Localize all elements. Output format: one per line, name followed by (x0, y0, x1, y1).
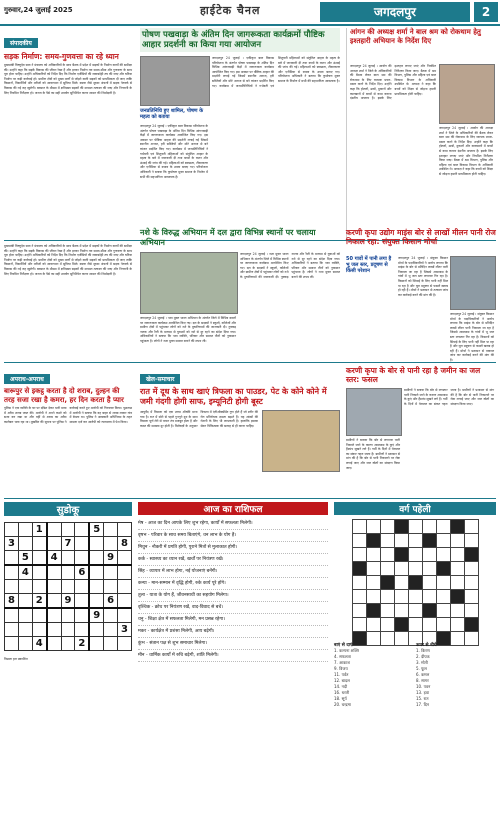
sudoku-cell (89, 623, 103, 637)
crossword-section (334, 502, 496, 812)
crossword-clues-across (334, 642, 414, 708)
rashi-entry: वृश्चिक - क्रोध पर नियंत्रण रखें, वाद-विवाद से बचें। (138, 602, 328, 614)
crossword-block (408, 576, 422, 590)
sudoku-cell (61, 623, 75, 637)
sudoku-cell (5, 580, 19, 594)
triphala-story (140, 366, 340, 494)
sudoku-cell: 8 (118, 537, 132, 551)
crime-story (4, 366, 132, 494)
poshan-headline: पोषण पखवाड़ा के अंतिम दिन जागरूकता कार्यक्रमों पौष्टिक आहार प्रदर्शनी का किया गया आयोजन (140, 28, 340, 52)
crossword-cell (436, 618, 450, 632)
sudoku-cell: 2 (32, 594, 46, 609)
crossword-block (394, 548, 408, 562)
crossword-cell (408, 590, 422, 604)
crossword-clue: 7. आकाश (334, 660, 351, 665)
crossword-cell (394, 590, 408, 604)
anti-drug-photo (140, 252, 238, 314)
crossword-cell (422, 590, 436, 604)
sudoku-cell (5, 608, 19, 623)
sudoku-cell (47, 580, 61, 594)
crossword-cell (464, 576, 478, 590)
sudoku-cell: 8 (5, 594, 19, 609)
rashifal-section (138, 502, 328, 812)
crossword-cell (436, 590, 450, 604)
crossword-clue: 6. कमल (416, 672, 430, 677)
sudoku-cell (61, 608, 75, 623)
crossword-cell (408, 618, 422, 632)
mining-water-headline: करणी कृपा उद्योग माइंस बोर से लाखों मीलन पानी रोज निकाल रहा: संयुक्त किसान मोर्चा (346, 228, 496, 246)
crossword-cell (464, 590, 478, 604)
crossword-clues-down (416, 642, 496, 708)
crossword-cell (366, 520, 380, 534)
sudoku-cell: 6 (104, 594, 118, 609)
crossword-cell (450, 548, 464, 562)
sudoku-cell (18, 594, 32, 609)
sudoku-cell (61, 551, 75, 566)
sudoku-cell (118, 608, 132, 623)
child-labour-story (346, 28, 500, 238)
mining-water-story (346, 228, 496, 362)
sudoku-cell: 4 (32, 637, 46, 651)
crossword-block (422, 534, 436, 548)
crossword-cell (436, 534, 450, 548)
borewell-photo (346, 388, 402, 436)
crossword-cell (450, 618, 464, 632)
poshan-subheadline: जनप्रतिनिधि हुए शामिल, पोषण के महत्व को बताया (140, 108, 204, 120)
editorial-body: मुख्यमंत्री विष्णुदेव साय ने मंत्रालय को अधिकारियों के साथ बैठक में प्रदेश में सड़कों के निर्माण कार्यों की समीक्षा की। उन्होंने कहा कि सड़कें विकास की जीवन रेखा हैं और इनका निर्माण तय समय-सीमा और गुणवत्ता के साथ पूरा होना चाहिए। उन्होंने अधिकारियों को निर्देश दिए कि निर्माण एजेंसियों की जवाबदेही तय की जाए और घटिया निर्माण पर कड़ी कार्रवाई हो। ग्रामीण क्षेत्रों को मुख्य मार्गों से जोड़ने वाली सड़कों को प्राथमिकता दी जाए ताकि किसानों, विद्यार्थियों और मरीजों को आवागमन में सुविधा मिले। बस्तर जैसे दूरस्थ अंचलों में सड़क नेटवर्क से विकास की नई राह खुलेगी। बरसात के मौसम में क्षतिग्रस्त सड़कों की मरम्मत तत्काल की जाए और निगरानी के लिए नियमित निरीक्षण हो। जनता के पैसे का सही उपयोग सुनिश्चित करना शासन की जिम्मेदारी है। (4, 63, 132, 95)
sudoku-cell (75, 580, 89, 594)
crossword-cell (436, 576, 450, 590)
crossword-cell (380, 604, 394, 618)
sudoku-cell: 4 (47, 551, 61, 566)
crossword-clue: 18. सूर्य (334, 696, 347, 701)
rashi-entry: कर्क - स्वास्थ्य का ध्यान रखें, खर्चों पर नियंत्रण रखें। (138, 554, 328, 566)
rashi-entry: वृषभ - परिवार के साथ समय बिताएंगे, धन लाभ के योग हैं। (138, 530, 328, 542)
sudoku-cell: 5 (89, 523, 103, 537)
mining-water-sub: 50 गावों में पानी लगा है भू जल स्तर, प्रदूषण से किसी परेशान (346, 256, 392, 274)
sudoku-cell: 5 (18, 551, 32, 566)
rashi-entry: मीन - धार्मिक कार्यों में रुचि बढ़ेगी, शांति मिलेगी। (138, 650, 328, 662)
crossword-clue: 8. सागर (416, 678, 429, 683)
triphala-photo (262, 410, 340, 472)
editorial-tag: संपादकीय (4, 38, 38, 48)
crossword-grid (352, 519, 479, 646)
anti-drug-body: जगदलपुर 24 जुलाई । नशा मुक्त भारत अभियान के अंतर्गत जिले में विभिन्न स्थानों पर जागरूकता कार्यक्रम आयोजित किए गए। दल के सदस्यों ने स्कूलों, कॉलेजों और ग्रामीण क्षेत्रों में पहुंचकर लोगों को नशे के दुष्परिणामों की जानकारी दी। नुक्कड़ नाटक और रैली के माध्यम से युवाओं को नशे से दूर रहने का संदेश दिया गया। अधिकारियों ने बताया कि नशा व्यक्ति, परिवार और समाज तीनों को नुकसान पहुंचाता है। लोगों ने नशा मुक्त समाज बनाने की शपथ ली। (240, 252, 340, 279)
rashi-entry: मकर - कार्यक्षेत्र में प्रशंसा मिलेगी, आय बढ़ेगी। (138, 626, 328, 638)
portrait-photo (439, 64, 495, 124)
crossword-cell (366, 590, 380, 604)
rashi-entry: धनु - शिक्षा क्षेत्र में सफलता मिलेगी, मन प्रसन्न रहेगा। (138, 614, 328, 626)
poshan-body: जगदलपुर 24 जुलाई । एकीकृत बाल विकास परियोजना के अंतर्गत पोषण पखवाड़ा के अंतिम दिन विभिन्न आंगनबाड़ी केंद्रों में जागरूकता कार्यक्रम आयोजित किए गए। इस अवसर पर पौष्टिक आहार की प्रदर्शनी लगाई गई जिसमें स्थानीय अनाज, हरी सब्जियों और मोटे अनाज से बने व्यंजन प्रदर्शित किए गए। कार्यक्रम में जनप्रतिनिधियों ने गर्भवती एवं शिशुवती महिलाओं को संतुलित आहार के महत्व के बारे में जानकारी दी तथा बच्चों के वजन और ऊंचाई की जांच की गई। महिलाओं को स्वच्छता, टीकाकरण और एनीमिया से बचाव के उपाय बताए गए। परियोजना अधिकारी ने बताया कि कुपोषण मुक्त समाज के निर्माण में सभी की सहभागिता आवश्यक है। (212, 56, 340, 88)
sudoku-cell (32, 565, 46, 580)
down-title: ऊपर से नीचे (416, 643, 437, 648)
sudoku-cell (118, 637, 132, 651)
sudoku-cell (104, 623, 118, 637)
crossword-cell (464, 520, 478, 534)
child-labour-headline: आंगन की अध्यक्ष शर्मा ने बाल श्रम को रोकथाम हेतु इश्तहारी अभियान के निर्देश दिए (350, 28, 481, 45)
rashi-entry: तुला - यात्रा के योग हैं, जीवनसाथी का सहयोग मिलेगा। (138, 590, 328, 602)
crossword-clue: 5. फूल (416, 666, 427, 671)
sudoku-cell (5, 637, 19, 651)
sudoku-cell (89, 565, 103, 580)
sudoku-cell (18, 537, 32, 551)
editorial-headline: सड़क निर्माण: समय-गुणवत्ता का रहे ध्यान (4, 52, 119, 61)
divider (4, 362, 496, 363)
crossword-cell (422, 548, 436, 562)
rashifal-list (138, 518, 328, 662)
editorial-section (4, 30, 132, 238)
crossword-clue: 12. बादल (334, 678, 350, 683)
anti-drug-story (140, 228, 340, 358)
sudoku-cell (104, 608, 118, 623)
crossword-clue: 4. सफलता (334, 654, 351, 659)
child-labour-body-cont: जगदलपुर 24 जुलाई । आयोग की अध्यक्ष शर्मा ने जिले के अधिकारियों की बैठक लेकर बाल श्रम की रोकथाम के लिए व्यापक प्रचार-प्रसार करने के निर्देश दिए। उन्होंने कहा कि होटलों, ढाबों, दुकानों और कारखानों में बच्चों से काम कराना दंडनीय अपराध है। इसके लिए इश्तहार लगाए जाएं और नियमित निरीक्षण किया जाए। बैठक में श्रम विभाग, पुलिस और महिला एवं बाल विकास विभाग के अधिकारी उपस्थित थे। अध्यक्ष ने कहा कि बच्चों को शिक्षा से जोड़ना हमारी प्राथमिकता होनी चाहिए। (439, 126, 493, 176)
crossword-title: वर्ग पहेली (334, 502, 496, 515)
sudoku-cell (32, 537, 46, 551)
sudoku-cell: 7 (61, 537, 75, 551)
sudoku-cell (104, 580, 118, 594)
issue-date: गुरुवार,24 जुलाई 2025 (4, 6, 73, 14)
sudoku-cell (75, 608, 89, 623)
sudoku-cell: 3 (118, 623, 132, 637)
crossword-cell (394, 534, 408, 548)
sudoku-cell: 4 (18, 565, 32, 580)
crossword-cell (450, 604, 464, 618)
sudoku-cell: 9 (61, 594, 75, 609)
crossword-cell (380, 520, 394, 534)
crossword-clue: 20. चन्द्रमा (334, 702, 351, 707)
crossword-clue: 3. मोती (416, 660, 428, 665)
sudoku-cell (18, 608, 32, 623)
triphala-headline: रात में दूध के साथ खाएं त्रिफला का पाउडर, पेट के कोने कोने में जमी गंदगी होगी साफ, इम्यूनिटी होगी बूस्ट (140, 387, 327, 406)
crossword-block (380, 576, 394, 590)
sudoku-cell (47, 594, 61, 609)
triphala-body: आयुर्वेद में त्रिफला को एक उत्तम औषधि माना गया है। रात में सोने से पहले गुनगुने दूध के साथ त्रिफला चूर्ण लेने से पाचन तंत्र मजबूत होता है और कब्ज की समस्या दूर होती है। विशेषज्ञों के अनुसार त्रिफला में एंटीऑक्सीडेंट गुण होते हैं जो शरीर की रोग प्रतिरोधक क्षमता बढ़ाते हैं। यह आंखों की रोशनी के लिए भी लाभकारी है। हालांकि इसका सेवन चिकित्सक की सलाह से ही करना चाहिए। (140, 410, 258, 428)
borewell-headline: करणी कृपा के बोर से पानी रहा है जमीन का जल स्तर: फसल (346, 366, 481, 384)
sudoku-cell (47, 537, 61, 551)
crossword-cell (380, 618, 394, 632)
crossword-cell (408, 604, 422, 618)
sudoku-cell (118, 523, 132, 537)
crossword-cell (366, 562, 380, 576)
sudoku-cell (18, 637, 32, 651)
crossword-cell (422, 562, 436, 576)
sudoku-cell: 6 (75, 565, 89, 580)
crossword-block (394, 520, 408, 534)
rashi-entry: कन्या - मान-सम्मान में वृद्धि होगी, रुके कार्य पूरे होंगे। (138, 578, 328, 590)
crossword-cell (352, 548, 366, 562)
crossword-cell (380, 534, 394, 548)
sudoku-cell (47, 608, 61, 623)
sudoku-cell (32, 580, 46, 594)
sudoku-cell (75, 537, 89, 551)
editorial-body-cont: मुख्यमंत्री विष्णुदेव साय ने मंत्रालय को अधिकारियों के साथ बैठक में प्रदेश में सड़कों के निर्माण कार्यों की समीक्षा की। उन्होंने कहा कि सड़कें विकास की जीवन रेखा हैं और इनका निर्माण तय समय-सीमा और गुणवत्ता के साथ पूरा होना चाहिए। उन्होंने अधिकारियों को निर्देश दिए कि निर्माण एजेंसियों की जवाबदेही तय की जाए और घटिया निर्माण पर कड़ी कार्रवाई हो। ग्रामीण क्षेत्रों को मुख्य मार्गों से जोड़ने वाली सड़कों को प्राथमिकता दी जाए ताकि किसानों, विद्यार्थियों और मरीजों को आवागमन में सुविधा मिले। बस्तर जैसे दूरस्थ अंचलों में सड़क नेटवर्क से विकास की नई राह खुलेगी। बरसात के मौसम में क्षतिग्रस्त सड़कों की मरम्मत तत्काल की जाए और निगरानी के लिए नियमित निरीक्षण हो। जनता के पैसे का सही उपयोग सुनिश्चित करना शासन की जिम्मेदारी है। (4, 244, 132, 276)
crossword-cell (450, 534, 464, 548)
sudoku-cell (104, 637, 118, 651)
sudoku-cell (118, 565, 132, 580)
across-title: बाएं से दाएं (334, 643, 353, 648)
crossword-cell (408, 520, 422, 534)
sudoku-cell (118, 551, 132, 566)
crossword-cell (352, 534, 366, 548)
crossword-cell (352, 576, 366, 590)
sudoku-cell: 1 (32, 523, 46, 537)
crossword-block (450, 520, 464, 534)
sudoku-cell (47, 623, 61, 637)
anti-drug-body-cont: जगदलपुर 24 जुलाई । नशा मुक्त भारत अभियान के अंतर्गत जिले में विभिन्न स्थानों पर जागरूकता कार्यक्रम आयोजित किए गए। दल के सदस्यों ने स्कूलों, कॉलेजों और ग्रामीण क्षेत्रों में पहुंचकर लोगों को नशे के दुष्परिणामों की जानकारी दी। नुक्कड़ नाटक और रैली के माध्यम से युवाओं को नशे से दूर रहने का संदेश दिया गया। अधिकारियों ने बताया कि नशा व्यक्ति, परिवार और समाज तीनों को नुकसान पहुंचाता है। लोगों ने नशा मुक्त समाज बनाने की शपथ ली। (140, 316, 236, 343)
protest-photo (450, 256, 496, 310)
crossword-cell (436, 548, 450, 562)
crime-tag: अपराध-अपराध (4, 374, 50, 384)
poshan-photo (140, 56, 210, 106)
sudoku-cell (5, 565, 19, 580)
poshan-story (140, 28, 340, 228)
sudoku-cell (18, 623, 32, 637)
sudoku-cell (89, 551, 103, 566)
sudoku-note: पिछला हल प्रकाशित (4, 657, 28, 661)
sudoku-cell (61, 637, 75, 651)
sudoku-section (4, 502, 132, 812)
crossword-cell (408, 548, 422, 562)
crossword-cell (464, 562, 478, 576)
crossword-clue: 1. कल्पना शक्ति (334, 648, 359, 653)
crossword-clue: 13. हवा (416, 690, 430, 695)
rashi-entry: मेष - आज का दिन आपके लिए शुभ रहेगा, कार्यों में सफलता मिलेगी। (138, 518, 328, 530)
crossword-cell (366, 548, 380, 562)
crossword-cell (394, 562, 408, 576)
crossword-block (422, 604, 436, 618)
sudoku-cell (32, 623, 46, 637)
crossword-cell (408, 562, 422, 576)
rashi-entry: कुंभ - संतान पक्ष से शुभ समाचार मिलेगा। (138, 638, 328, 650)
crossword-block (352, 562, 366, 576)
sudoku-cell (61, 565, 75, 580)
borewell-story (346, 366, 496, 494)
crossword-cell (352, 590, 366, 604)
crossword-cell (422, 618, 436, 632)
crossword-clue: 10. पवन (416, 684, 431, 689)
crossword-block (366, 604, 380, 618)
sudoku-cell (75, 551, 89, 566)
crossword-clue: 15. रात (416, 696, 429, 701)
child-labour-body: जगदलपुर 24 जुलाई । आयोग की अध्यक्ष शर्मा ने जिले के अधिकारियों की बैठक लेकर बाल श्रम की रोकथाम के लिए व्यापक प्रचार-प्रसार करने के निर्देश दिए। उन्होंने कहा कि होटलों, ढाबों, दुकानों और कारखानों में बच्चों से काम कराना दंडनीय अपराध है। इसके लिए इश्तहार लगाए जाएं और नियमित निरीक्षण किया जाए। बैठक में श्रम विभाग, पुलिस और महिला एवं बाल विकास विभाग के अधिकारी उपस्थित थे। अध्यक्ष ने कहा कि बच्चों को शिक्षा से जोड़ना हमारी प्राथमिकता होनी चाहिए। (350, 64, 436, 101)
crossword-block (464, 548, 478, 562)
sudoku-cell (89, 580, 103, 594)
crossword-cell (464, 534, 478, 548)
crossword-cell (394, 576, 408, 590)
anti-drug-headline: नशे के विरुद्ध अभियान में दल द्वारा विभिन्न स्थानों पर चलाया अभियान (140, 228, 316, 247)
mining-water-body: जगदलपुर 24 जुलाई । संयुक्त किसान मोर्चा के पदाधिकारियों ने आरोप लगाया कि माइंस के बोर से प्रतिदिन लाखों लीटर पानी निकाला जा रहा है जिससे आसपास के गांवों में भू जल स्तर लगातार गिर रहा है। किसानों को सिंचाई के लिए पानी नहीं मिल पा रहा है और धूल प्रदूषण से फसलें खराब हो रही हैं। मोर्चा ने प्रशासन से तत्काल जांच कर कार्रवाई करने की मांग की है। (398, 256, 448, 297)
crossword-block (436, 562, 450, 576)
crossword-block (394, 618, 408, 632)
crossword-clue: 17. दिन (416, 702, 430, 707)
crossword-cell (352, 520, 366, 534)
crossword-cell (436, 520, 450, 534)
sudoku-cell: 3 (5, 537, 19, 551)
page-number: 2 (474, 2, 498, 22)
crossword-cell (394, 604, 408, 618)
borewell-body: ग्रामीणों ने बताया कि बोर से लगातार पानी निकाले जाने के कारण आसपास के कुएं और हैंडपंप सूखने लगे हैं। गर्मी के दिनों में पेयजल का संकट गहरा जाता है। ग्रामीणों ने प्रशासन से मांग की है कि बोर से पानी निकालने पर रोक लगाई जाए और जल स्रोतों का संरक्षण किया जाए। (404, 388, 494, 406)
sudoku-cell (5, 551, 19, 566)
crossword-clue: 14. नदी (334, 684, 348, 689)
rashi-entry: मिथुन - नौकरी में प्रगति होगी, पुराने मित्रों से मुलाकात होगी। (138, 542, 328, 554)
sudoku-cell (47, 523, 61, 537)
crossword-cell (450, 576, 464, 590)
sudoku-cell (47, 565, 61, 580)
crossword-clue: 2. दीपक (416, 654, 430, 659)
sudoku-grid (4, 522, 132, 651)
crossword-cell (436, 604, 450, 618)
sudoku-cell (89, 537, 103, 551)
sudoku-cell (104, 565, 118, 580)
crossword-clue: 11. पर्वत (334, 672, 349, 677)
sudoku-cell (18, 523, 32, 537)
sudoku-cell: 9 (104, 551, 118, 566)
crossword-cell (408, 534, 422, 548)
sudoku-cell (61, 523, 75, 537)
sudoku-cell (104, 523, 118, 537)
edition-city: जगदलपुर (320, 2, 470, 22)
sudoku-cell (32, 551, 46, 566)
sudoku-cell (5, 623, 19, 637)
sudoku-cell (118, 580, 132, 594)
poshan-body-cont: जगदलपुर 24 जुलाई । एकीकृत बाल विकास परियोजना के अंतर्गत पोषण पखवाड़ा के अंतिम दिन विभिन्न आंगनबाड़ी केंद्रों में जागरूकता कार्यक्रम आयोजित किए गए। इस अवसर पर पौष्टिक आहार की प्रदर्शनी लगाई गई जिसमें स्थानीय अनाज, हरी सब्जियों और मोटे अनाज से बने व्यंजन प्रदर्शित किए गए। कार्यक्रम में जनप्रतिनिधियों ने गर्भवती एवं शिशुवती महिलाओं को संतुलित आहार के महत्व के बारे में जानकारी दी तथा बच्चों के वजन और ऊंचाई की जांच की गई। महिलाओं को स्वच्छता, टीकाकरण और एनीमिया से बचाव के उपाय बताए गए। परियोजना अधिकारी ने बताया कि कुपोषण मुक्त समाज के निर्माण में सभी की सहभागिता आवश्यक है। (140, 124, 208, 179)
triphala-tag: खेल-समाचार (140, 374, 180, 384)
sudoku-title: सुडोकू (4, 502, 132, 516)
sudoku-cell (89, 594, 103, 609)
sudoku-cell (75, 594, 89, 609)
crossword-block (366, 534, 380, 548)
crossword-cell (422, 576, 436, 590)
crime-headline: बारूपुर से इकट्ठ करता है दो शराब, दुल्हन की तरह सजा रखा है कमरा, हर दिन करता है प्यार (4, 387, 124, 404)
sudoku-cell (61, 580, 75, 594)
divider (4, 498, 496, 499)
mining-water-body-cont: जगदलपुर 24 जुलाई । संयुक्त किसान मोर्चा के पदाधिकारियों ने आरोप लगाया कि माइंस के बोर से प्रतिदिन लाखों लीटर पानी निकाला जा रहा है जिससे आसपास के गांवों में भू जल स्तर लगातार गिर रहा है। किसानों को सिंचाई के लिए पानी नहीं मिल पा रहा है और धूल प्रदूषण से फसलें खराब हो रही हैं। मोर्चा ने प्रशासन से तत्काल जांच कर कार्रवाई करने की मांग की है। (450, 312, 494, 362)
crossword-cell (380, 590, 394, 604)
sudoku-cell (75, 623, 89, 637)
sudoku-cell: 2 (75, 637, 89, 651)
sudoku-cell (32, 608, 46, 623)
crossword-block (450, 590, 464, 604)
sudoku-cell: 9 (89, 608, 103, 623)
sudoku-cell (104, 537, 118, 551)
sudoku-cell (47, 637, 61, 651)
crossword-cell (422, 520, 436, 534)
crossword-block (464, 618, 478, 632)
crossword-cell (380, 562, 394, 576)
crime-body: पुलिस ने एक व्यक्ति के घर पर दबिश देकर भारी मात्रा में अवैध शराब जब्त की। आरोपी ने अपने कमरे को सजा कर रखा था और वहीं से शराब का अवैध कारोबार चला रहा था। मुखबिर की सूचना पर पुलिस ने कार्रवाई करते हुए आरोपी को गिरफ्तार किया। पूछताछ में आरोपी ने बताया कि वह बाहर से शराब लाकर गांव में बेचता था। पुलिस ने आबकारी अधिनियम के तहत मामला दर्ज कर आरोपी को न्यायालय में पेश किया। (4, 406, 132, 424)
crossword-cell (464, 604, 478, 618)
sudoku-cell (18, 580, 32, 594)
crossword-cell (366, 576, 380, 590)
borewell-body-cont: ग्रामीणों ने बताया कि बोर से लगातार पानी निकाले जाने के कारण आसपास के कुएं और हैंडपंप सूखने लगे हैं। गर्मी के दिनों में पेयजल का संकट गहरा जाता है। ग्रामीणों ने प्रशासन से मांग की है कि बोर से पानी निकालने पर रोक लगाई जाए और जल स्रोतों का संरक्षण किया जाए। (346, 438, 400, 470)
sudoku-cell (89, 637, 103, 651)
sudoku-cell (5, 523, 19, 537)
crossword-cell (380, 548, 394, 562)
rashi-entry: सिंह - व्यापार में लाभ होगा, नई योजनाएं बनेंगी। (138, 566, 328, 578)
sudoku-cell (118, 594, 132, 609)
crossword-cell (366, 618, 380, 632)
sudoku-cell (75, 523, 89, 537)
crossword-clue: 9. विजय (334, 666, 348, 671)
crossword-clue: 1. किरण (416, 648, 430, 653)
crossword-clue: 16. धरती (334, 690, 350, 695)
masthead (0, 0, 500, 26)
rashifal-title: आज का राशिफल (138, 502, 328, 515)
newspaper-logo: हाईटेक चैनल (200, 4, 261, 17)
crossword-cell (450, 562, 464, 576)
crossword-cell (352, 618, 366, 632)
crossword-cell (352, 604, 366, 618)
